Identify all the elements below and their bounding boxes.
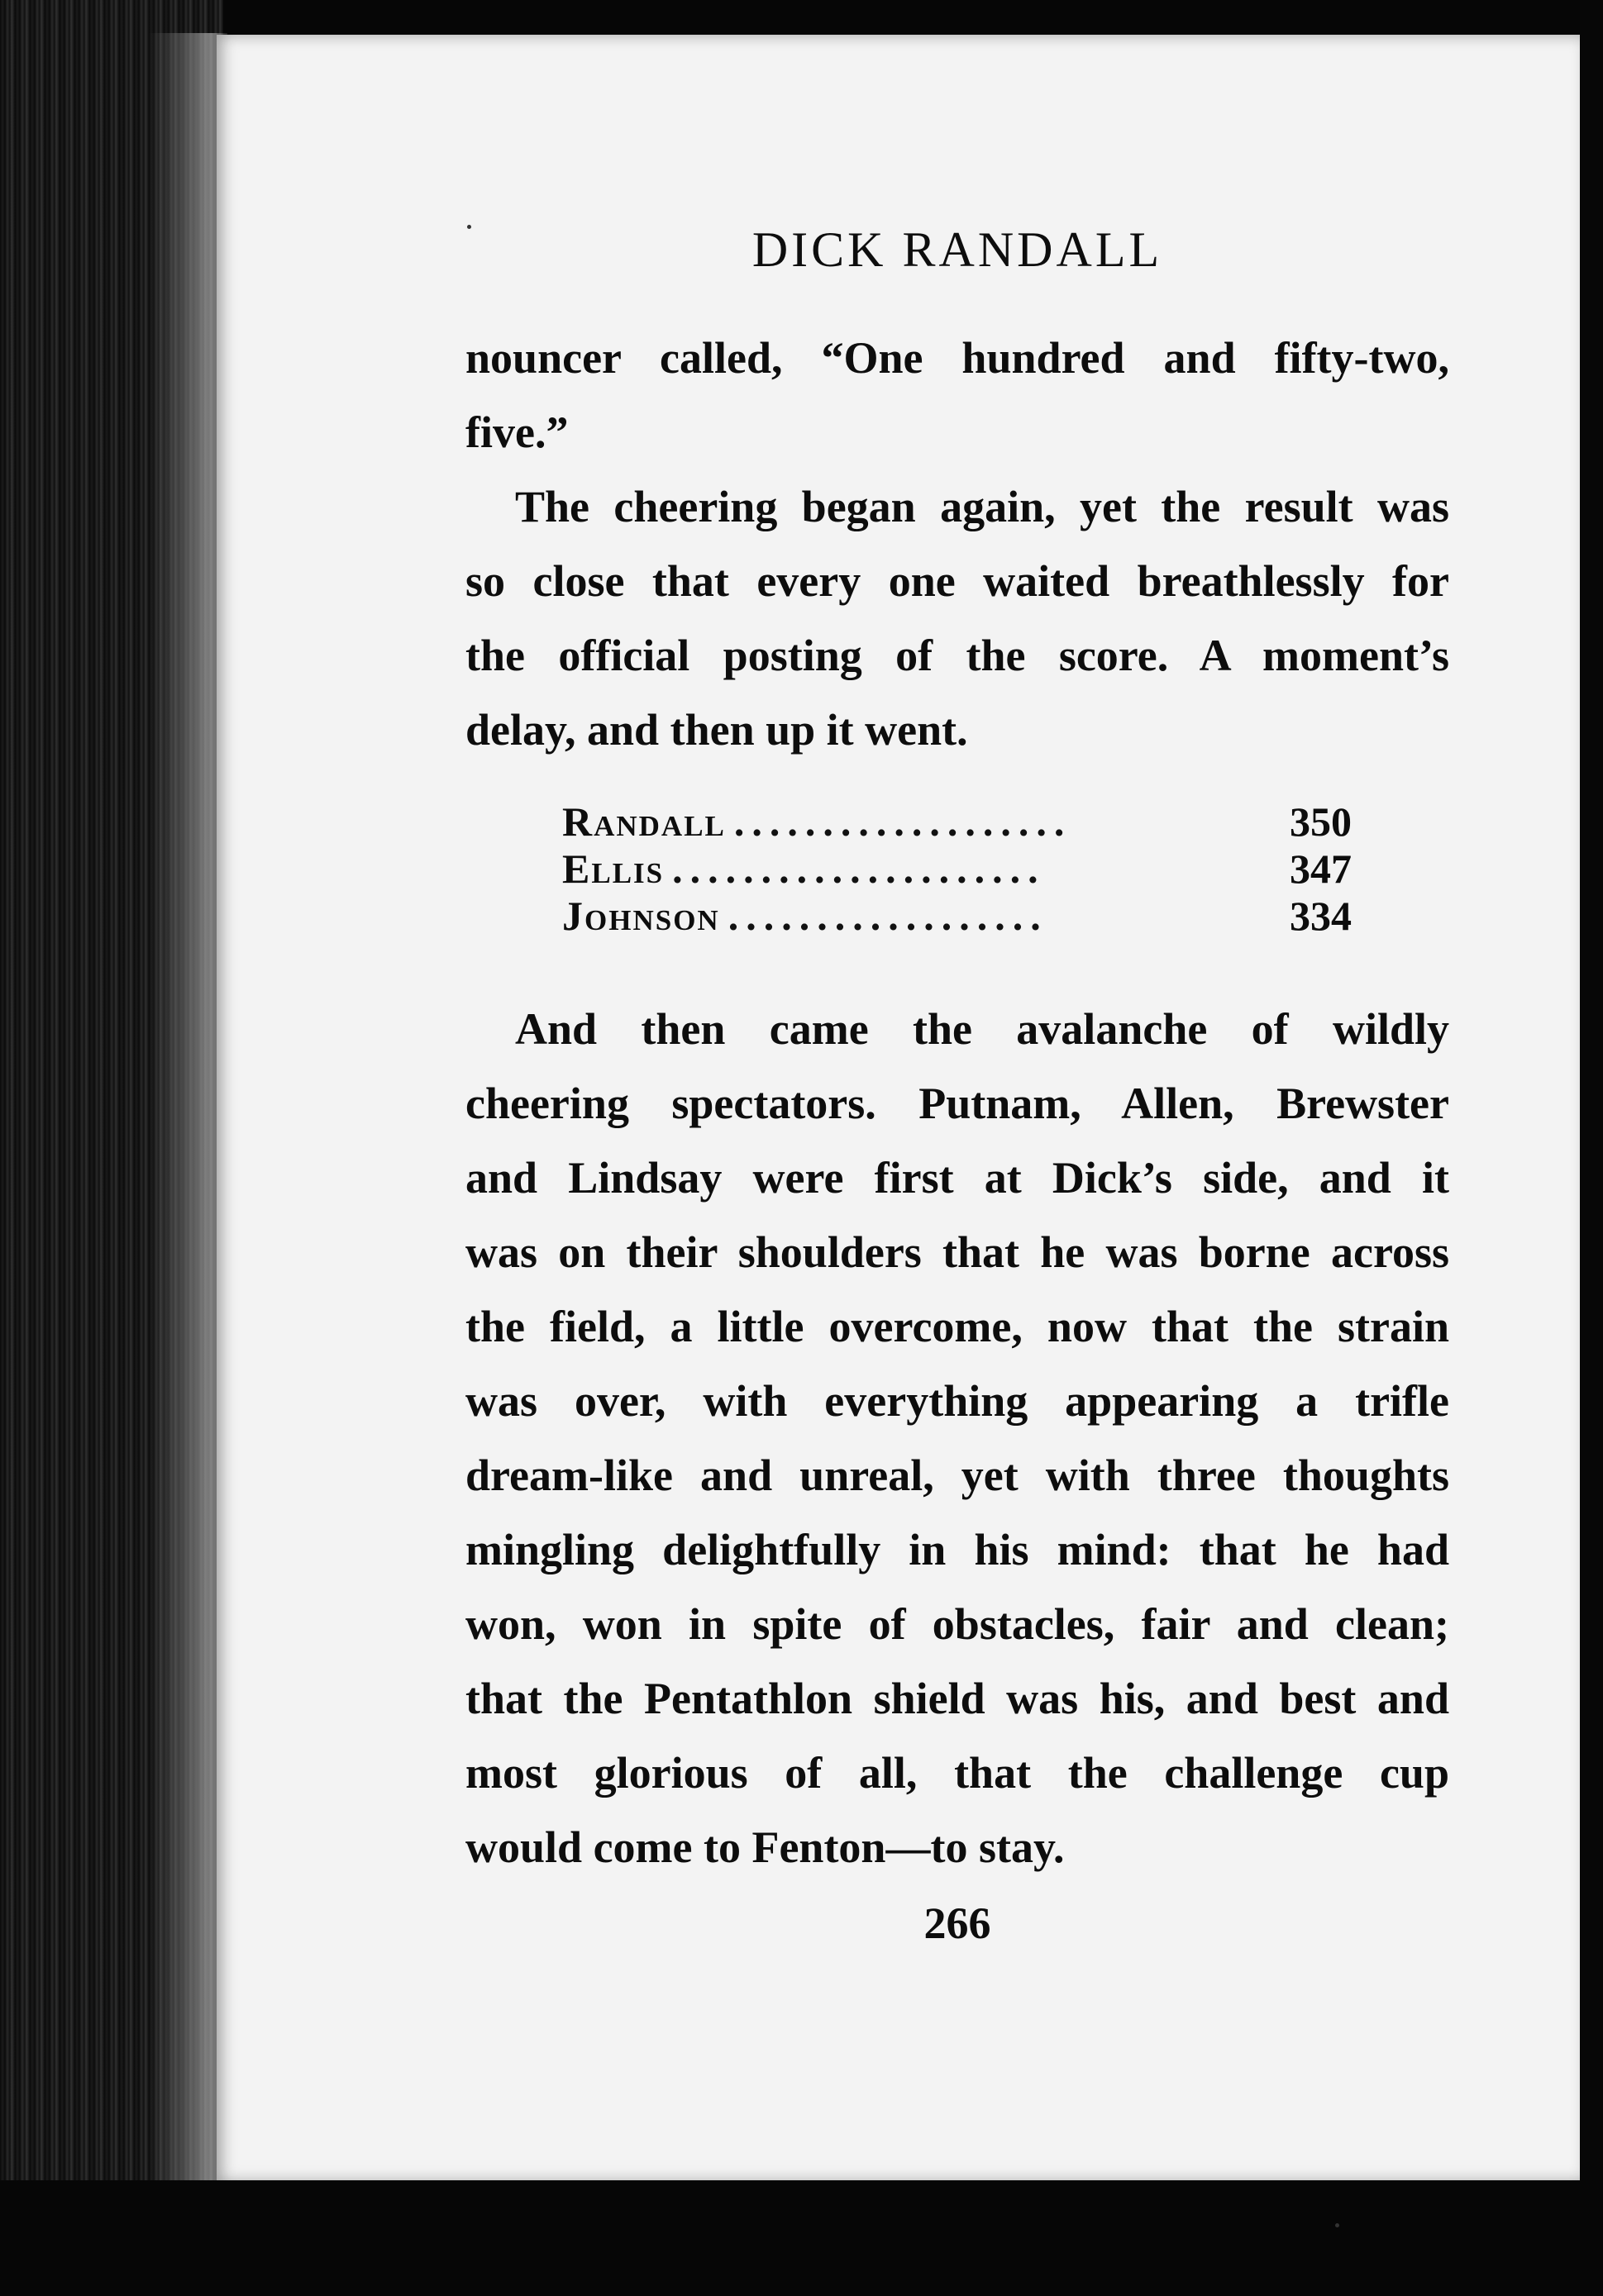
text-line: And then came the avalanche of wildly <box>515 1004 1449 1054</box>
text-line: nouncer called, “One hundred and fifty-two, <box>465 333 1449 383</box>
text-line: the official posting of the score. A moment’s <box>465 631 1449 680</box>
score-row-johnson <box>562 893 1352 940</box>
text-line: and Lindsay were first at Dick’s side, and it <box>465 1153 1449 1203</box>
text-line: cheering spectators. Putnam, Allen, Brewster <box>465 1079 1449 1128</box>
leader-dots: ................... <box>733 798 1072 845</box>
score-name: Johnson <box>562 893 720 939</box>
text-line: the field, a little overcome, now that the strain <box>465 1302 1449 1351</box>
text-line: delay, and then up it went. <box>465 705 968 755</box>
score-row-ellis <box>562 846 1352 893</box>
score-table <box>562 798 1352 940</box>
gutter-shading <box>149 33 227 2182</box>
text-line: would come to Fenton—to stay. <box>465 1822 1065 1872</box>
score-name: Randall <box>562 798 726 845</box>
right-scan-border <box>1580 0 1603 2296</box>
text-line: most glorious of all, that the challenge cup <box>465 1748 1449 1798</box>
score-row-randall <box>562 798 1352 846</box>
score-value: 347 <box>1290 846 1352 892</box>
text-line: mingling delightfully in his mind: that he had <box>465 1525 1449 1574</box>
text-line: was on their shoulders that he was borne across <box>465 1227 1449 1277</box>
paragraph-1 <box>465 321 1449 469</box>
dust-speck <box>1335 2223 1339 2227</box>
leader-dots: ..................... <box>672 846 1046 892</box>
score-value: 350 <box>1290 798 1352 845</box>
page-number: 266 <box>923 1898 991 1948</box>
score-name: Ellis <box>562 846 665 892</box>
bottom-scan-border <box>0 2180 1603 2296</box>
text-line: won, won in spite of obstacles, fair and clean; <box>465 1599 1449 1649</box>
text-line: five.” <box>465 407 569 457</box>
paragraph-2 <box>465 469 1449 767</box>
text-line: The cheering began again, yet the result was <box>515 482 1449 531</box>
running-head: DICK RANDALL <box>751 222 1163 277</box>
text-line: that the Pentathlon shield was his, and best and <box>465 1674 1449 1723</box>
text-line: dream-like and unreal, yet with three thoughts <box>465 1450 1449 1500</box>
score-value: 334 <box>1290 893 1352 939</box>
text-line: so close that every one waited breathlessly for <box>465 556 1449 606</box>
leader-dots: .................. <box>728 893 1048 939</box>
paragraph-3 <box>465 992 1449 1884</box>
text-line: was over, with everything appearing a trifle <box>465 1376 1449 1426</box>
